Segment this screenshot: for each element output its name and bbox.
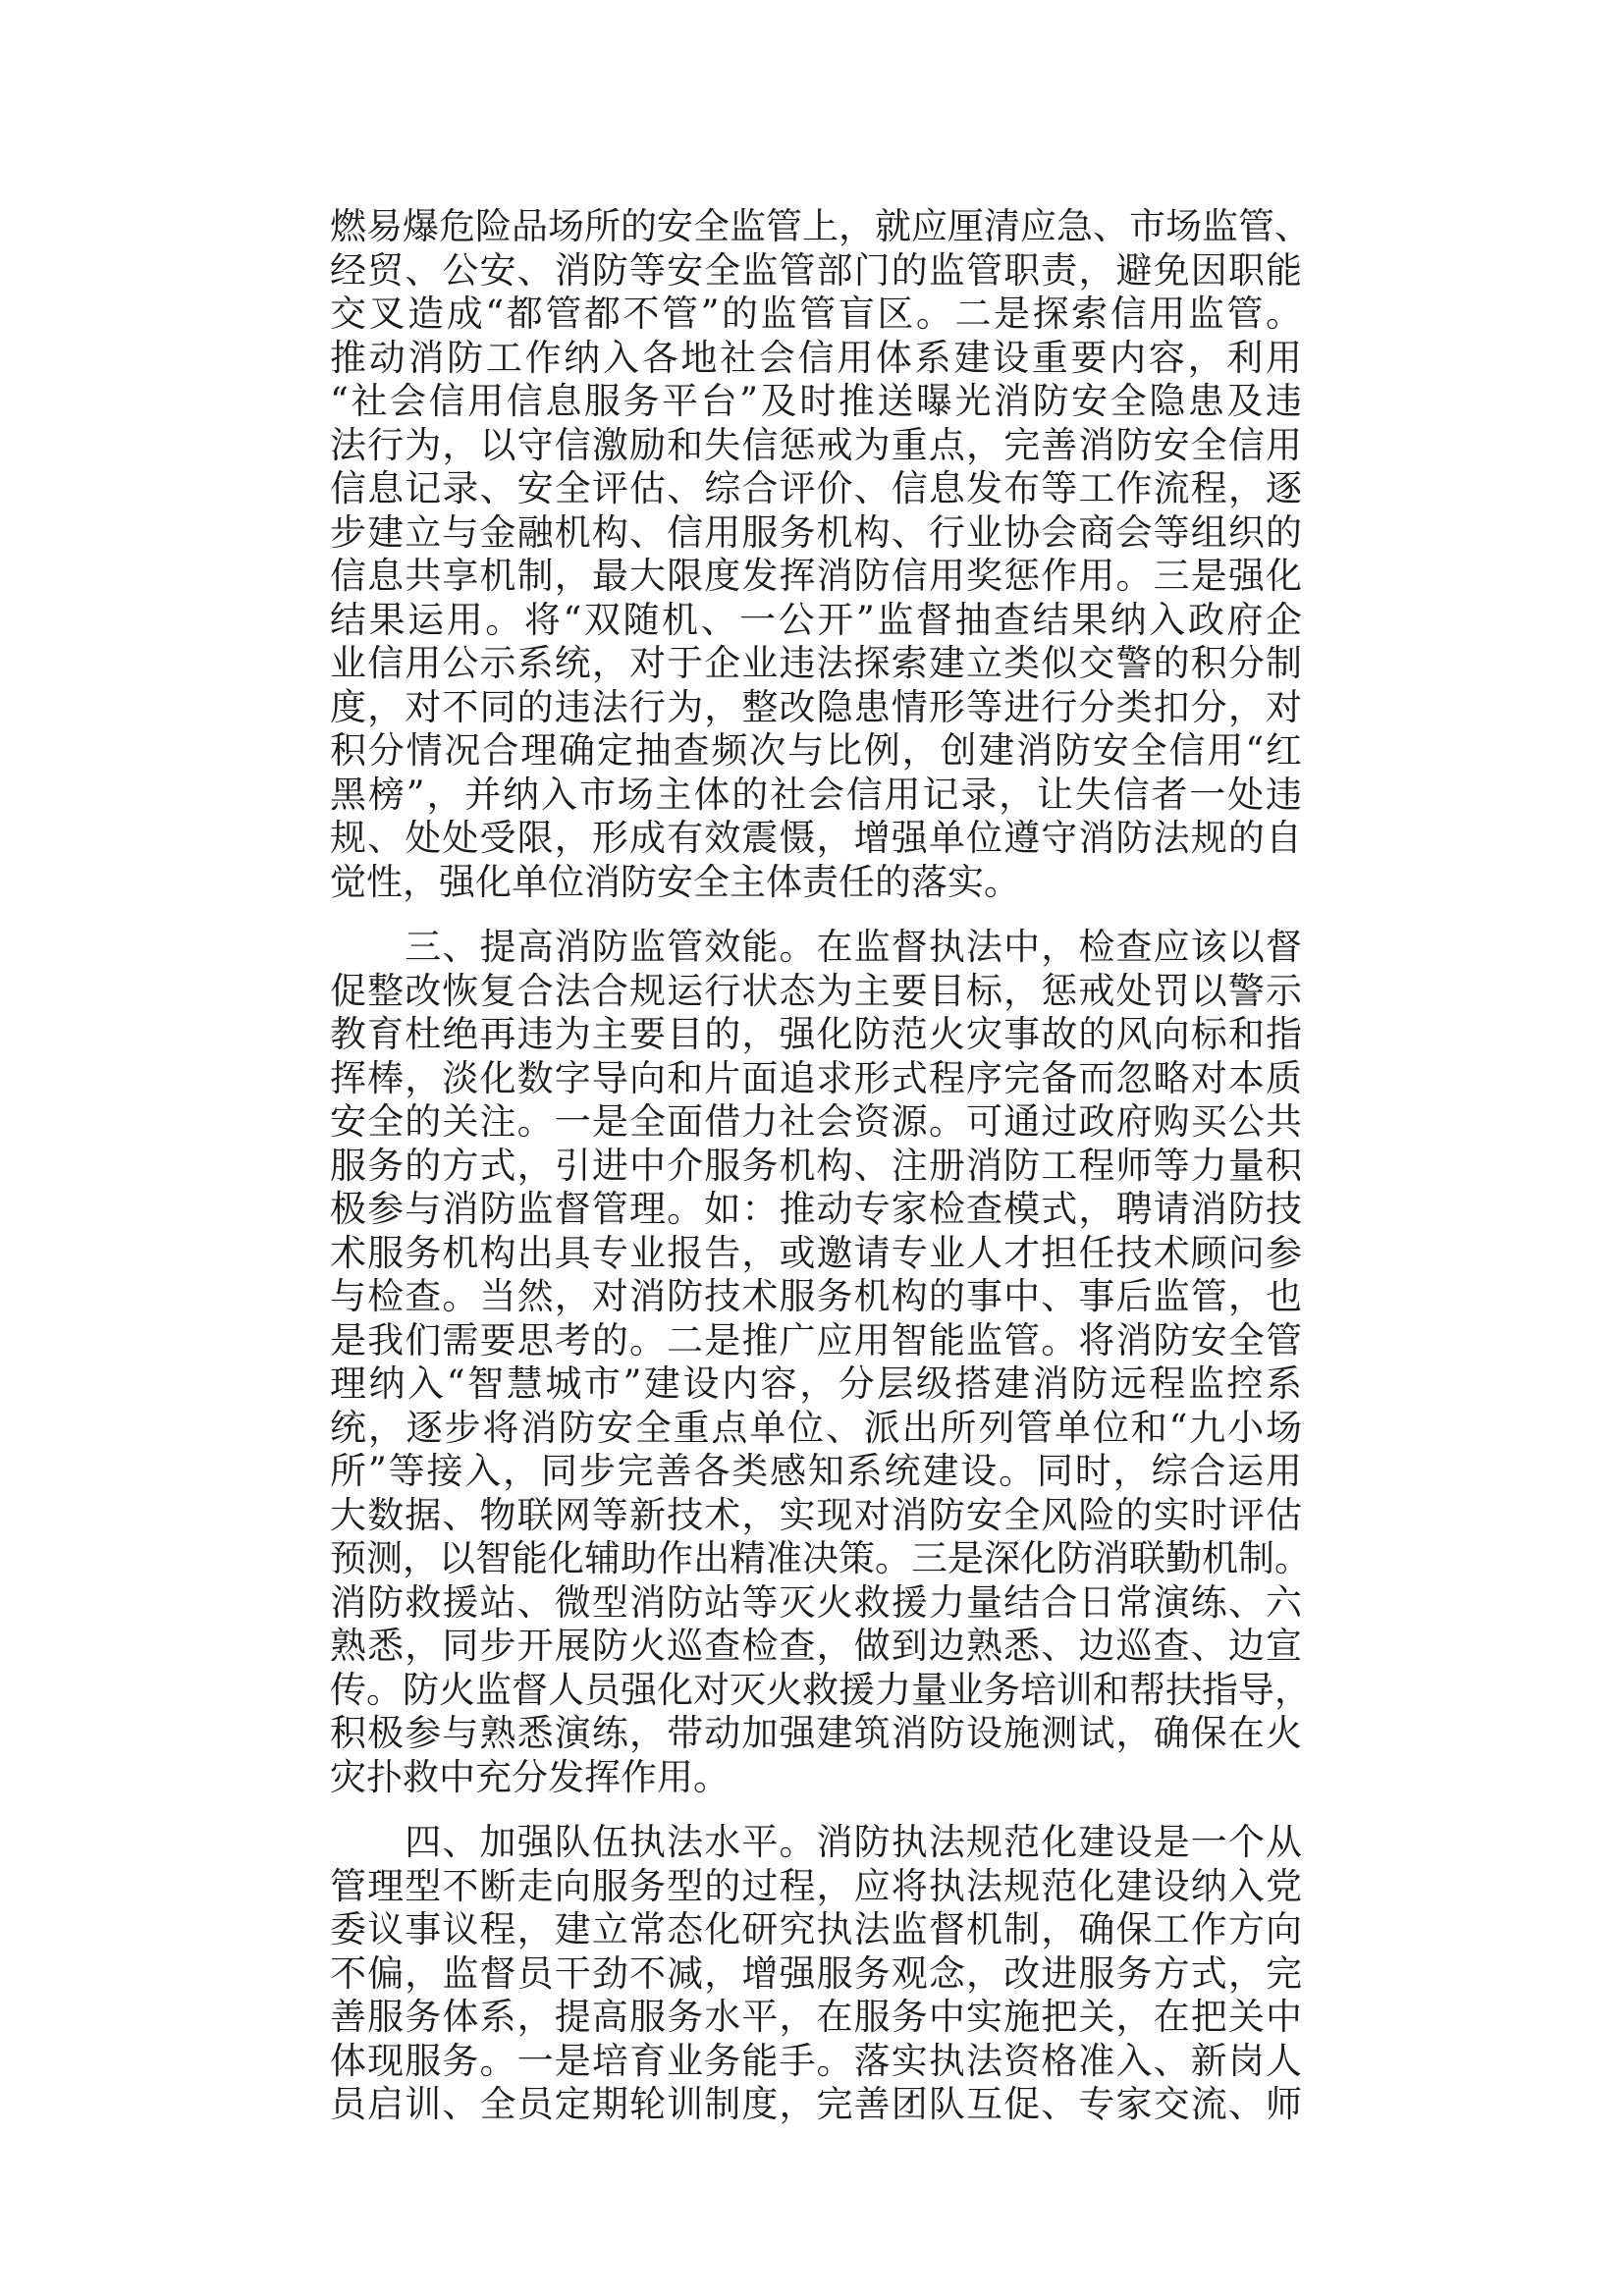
text-line: 极参与消防监督管理。如：推动专家检查模式，聘请消防技	[330, 1188, 1302, 1230]
text-line: 是我们需要思考的。二是推广应用智能监管。将消防安全管	[330, 1318, 1302, 1362]
text-line: 燃易爆危险品场所的安全监管上，就应厘清应急、市场监管、	[330, 205, 1311, 247]
document-body	[330, 205, 1311, 2127]
text-line: 不偏，监督员干劲不减，增强服务观念，改进服务方式，完	[330, 1951, 1302, 1995]
text-line: 熟悉，同步开展防火巡查检查，做到边熟悉、边巡查、边宣	[330, 1625, 1302, 1667]
text-line: 管理型不断走向服务型的过程，应将执法规范化建设纳入党	[330, 1864, 1302, 1907]
text-line: 积极参与熟悉演练，带动加强建筑消防设施测试，确保在火	[330, 1712, 1302, 1754]
text-line: 步建立与金融机构、信用服务机构、行业协会商会等组织的	[330, 510, 1302, 554]
paragraph-spacer	[330, 904, 1302, 926]
text-line: 四、加强队伍执法水平。消防执法规范化建设是一个从	[330, 1821, 1302, 1863]
text-line: 积分情况合理确定抽查频次与比例，创建消防安全信用“红	[330, 729, 1302, 772]
text-line: 理纳入“智慧城市”建设内容，分层级搭建消防远程监控系	[330, 1362, 1302, 1405]
text-line: 交叉造成“都管都不管”的监管盲区。二是探索信用监管。	[330, 293, 1302, 335]
text-line: 三、提高消防监管效能。在监督执法中，检查应该以督	[330, 926, 1302, 968]
text-line: 善服务体系，提高服务水平，在服务中实施把关，在把关中	[330, 1996, 1302, 2038]
text-line: “社会信用信息服务平台”及时推送曝光消防安全隐患及违	[330, 380, 1302, 422]
text-line: 所”等接入，同步完善各类感知系统建设。同时，综合运用	[330, 1450, 1302, 1492]
text-line: 信息共享机制，最大限度发挥消防信用奖惩作用。三是强化	[330, 555, 1302, 597]
text-line: 预测，以智能化辅助作出精准决策。三是深化防消联勤机制。	[330, 1537, 1311, 1579]
text-line: 规、处处受限，形成有效震慑，增强单位遵守消防法规的自	[330, 817, 1302, 859]
paragraph-1	[330, 205, 1311, 904]
text-line: 大数据、物联网等新技术，实现对消防安全风险的实时评估	[330, 1493, 1302, 1536]
text-line: 委议事议程，建立常态化研究执法监督机制，确保工作方向	[330, 1908, 1302, 1950]
text-line: 传。防火监督人员强化对灭火救援力量业务培训和帮扶指导，	[330, 1668, 1311, 1711]
text-line: 消防救援站、微型消防站等灭火救援力量结合日常演练、六	[330, 1580, 1302, 1624]
text-line: 灾扑救中充分发挥作用。	[330, 1755, 730, 1798]
text-line: 体现服务。一是培育业务能手。落实执法资格准入、新岗人	[330, 2039, 1302, 2082]
text-line: 信息记录、安全评估、综合评价、信息发布等工作流程，逐	[330, 467, 1302, 509]
text-line: 与检查。当然，对消防技术服务机构的事中、事后监管，也	[330, 1275, 1302, 1317]
text-line: 服务的方式，引进中介服务机构、注册消防工程师等力量积	[330, 1144, 1302, 1187]
text-line: 业信用公示系统，对于企业违法探索建立类似交警的积分制	[330, 642, 1302, 684]
text-line: 推动消防工作纳入各地社会信用体系建设重要内容，利用	[330, 336, 1302, 379]
paragraph-2	[330, 926, 1311, 1799]
text-line: 教育杜绝再违为主要目的，强化防范火灾事故的风向标和指	[330, 1013, 1302, 1055]
text-line: 安全的关注。一是全面借力社会资源。可通过政府购买公共	[330, 1100, 1302, 1143]
text-line: 统，逐步将消防安全重点单位、派出所列管单位和“九小场	[330, 1406, 1302, 1449]
text-line: 术服务机构出具专业报告，或邀请专业人才担任技术顾问参	[330, 1231, 1302, 1274]
text-line: 挥棒，淡化数字导向和片面追求形式程序完备而忽略对本质	[330, 1056, 1302, 1099]
text-line: 法行为，以守信激励和失信惩戒为重点，完善消防安全信用	[330, 423, 1302, 466]
text-line: 结果运用。将“双随机、一公开”监督抽查结果纳入政府企	[330, 598, 1302, 641]
paragraph-spacer	[330, 1799, 1302, 1821]
text-line: 度，对不同的违法行为，整改隐患情形等进行分类扣分，对	[330, 685, 1302, 728]
text-line: 觉性，强化单位消防安全主体责任的落实。	[330, 860, 1020, 903]
paragraph-3	[330, 1821, 1302, 2127]
text-line: 促整改恢复合法合规运行状态为主要目标，惩戒处罚以警示	[330, 969, 1302, 1012]
text-line: 黑榜”，并纳入市场主体的社会信用记录，让失信者一处违	[330, 773, 1302, 816]
text-line: 员启训、全员定期轮训制度，完善团队互促、专家交流、师	[330, 2083, 1302, 2125]
text-line: 经贸、公安、消防等安全监管部门的监管职责，避免因职能	[330, 248, 1302, 292]
